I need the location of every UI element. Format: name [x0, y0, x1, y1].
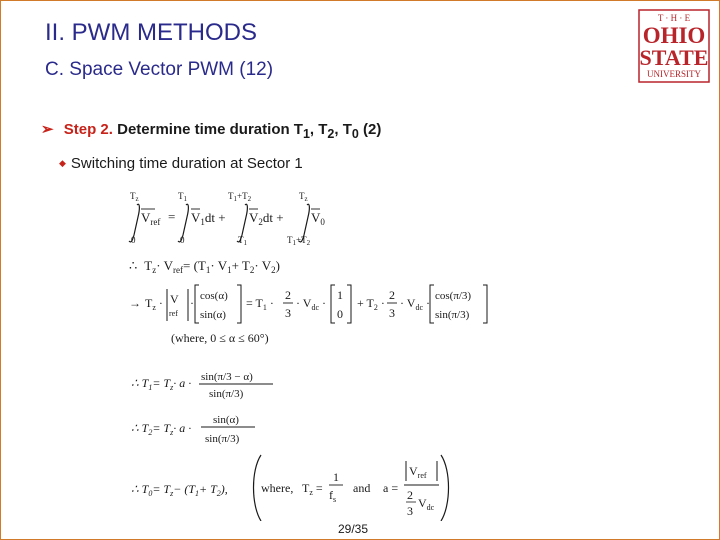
t0-equation [131, 455, 449, 521]
svg-text:where,: where, [261, 481, 294, 495]
svg-text:Vref: $V_{ref}$ [409, 464, 427, 480]
svg-text:· Vdc·: · $V_{dc}$ · [400, 296, 431, 312]
slide-subtitle: C. Space Vector PWM (12) [45, 59, 274, 80]
svg-text:0: 0 [337, 307, 343, 321]
svg-text:T1: $T_1$ [238, 235, 247, 247]
svg-text:Tz: $T_z$ [130, 191, 139, 203]
svg-text:cos(π/3): cos(π/3) [435, 290, 472, 302]
svg-text:= T1·: = $T_1$ · [246, 296, 274, 312]
bullet-item [59, 155, 303, 172]
svg-text:T1: $T_1$ [178, 191, 187, 203]
svg-text:2: 2 [407, 488, 413, 502]
svg-text:sin(π/3): sin(π/3) [209, 388, 244, 400]
svg-text:Tz: $T_z$ [299, 191, 308, 203]
svg-text:2: 2 [389, 288, 395, 302]
svg-text:fs: $f_s$ [329, 488, 337, 504]
svg-text:∴ T2= Tz· a ·: ∴ $T_2= T_z\cdot a$ · [131, 421, 192, 437]
equation-line-3 [129, 285, 487, 323]
svg-text:∴ T0= Tz− (T1+ T2),: ∴ $T_0= T_z- (T_1+ T_2)$, [131, 482, 228, 498]
svg-text:Vdc: $V_{dc}$ [418, 496, 435, 512]
svg-text:0: 0 [180, 235, 185, 245]
svg-text:1: 1 [333, 470, 339, 484]
svg-text:V0: $V_0$ [311, 210, 325, 227]
svg-text:V2dt +: $V_2dt$ + [249, 210, 284, 227]
svg-text:sin(α): sin(α) [200, 309, 226, 321]
t1-equation [131, 371, 273, 400]
ohio-state-logo [638, 9, 710, 83]
svg-text:V1dt +: $V_1dt$ + [191, 210, 226, 227]
bullet-text: Switching time duration at Sector 1 [70, 155, 303, 172]
svg-text:=: = [168, 209, 176, 224]
step-heading: ➢ Step 2. Determine time duration $T_1$, $T_2$, $T_0$ (2) [41, 121, 382, 141]
svg-text:OHIO: OHIO [642, 23, 706, 48]
page-number: 29/35 [338, 522, 369, 536]
svg-text:∴ T1= Tz· a ·: ∴ $T_1= T_z\cdot a$ · [131, 376, 192, 392]
svg-text:cos(α): cos(α) [200, 290, 228, 302]
svg-text:→: → [129, 296, 141, 310]
svg-text:∴ Tz· Vref= (T1· V1+ T: ∴ $T_z\cdot V_{ref}= (T_1\cdot V_1+ T_2\cdot V_2)$ [129, 258, 280, 275]
diamond-bullet-icon: ◆ [59, 158, 66, 168]
svg-text:UNIVERSITY: UNIVERSITY [647, 69, 701, 79]
svg-text:sin(α): sin(α) [213, 414, 239, 426]
equation-line-2 [129, 258, 280, 275]
svg-text:ref: ref [169, 309, 178, 318]
svg-text:Tz·: $T_z$ · [145, 296, 163, 312]
arrow-bullet-icon: ➢ [41, 121, 54, 138]
svg-text:a=: a = [383, 481, 399, 495]
integral-equation [129, 191, 325, 247]
svg-text:T1+T2: $T_1+T_2$ [287, 235, 311, 247]
svg-text:Vref: $V_{ref}$ [141, 210, 161, 227]
step-suffix: (2) [363, 121, 382, 138]
svg-text:sin(π/3 − α): sin(π/3 − α) [201, 371, 253, 383]
svg-text:STATE: STATE [639, 45, 709, 70]
step-text: Determine time duration T [117, 121, 303, 138]
svg-text:0: 0 [131, 235, 136, 245]
t2-equation [131, 414, 255, 445]
svg-text:sin(π/3): sin(π/3) [435, 309, 470, 321]
svg-text:3: 3 [285, 306, 291, 320]
where-condition: (where, 0 ≤ α ≤ 60°) [171, 331, 269, 345]
svg-text:Tz=: $T_z$ = [302, 481, 323, 497]
step-label: Step 2. [63, 121, 113, 138]
equations-figure [121, 185, 501, 521]
svg-text:T · H · E: T · H · E [657, 13, 691, 23]
svg-text:V: V [170, 292, 179, 306]
svg-text:1: 1 [337, 288, 343, 302]
slide-title: II. PWM METHODS [45, 19, 257, 46]
svg-text:3: 3 [389, 306, 395, 320]
svg-text:· Vdc·: · $V_{dc}$ · [296, 296, 327, 312]
svg-text:and: and [353, 481, 371, 495]
svg-text:2: 2 [285, 288, 291, 302]
svg-text:+ T2·: + $T_2$ · [357, 296, 385, 312]
svg-text:T1+T2: $T_1+T_2$ [228, 191, 252, 203]
svg-text:·: · [190, 296, 194, 310]
svg-text:3: 3 [407, 504, 413, 518]
svg-text:sin(π/3): sin(π/3) [205, 433, 240, 445]
